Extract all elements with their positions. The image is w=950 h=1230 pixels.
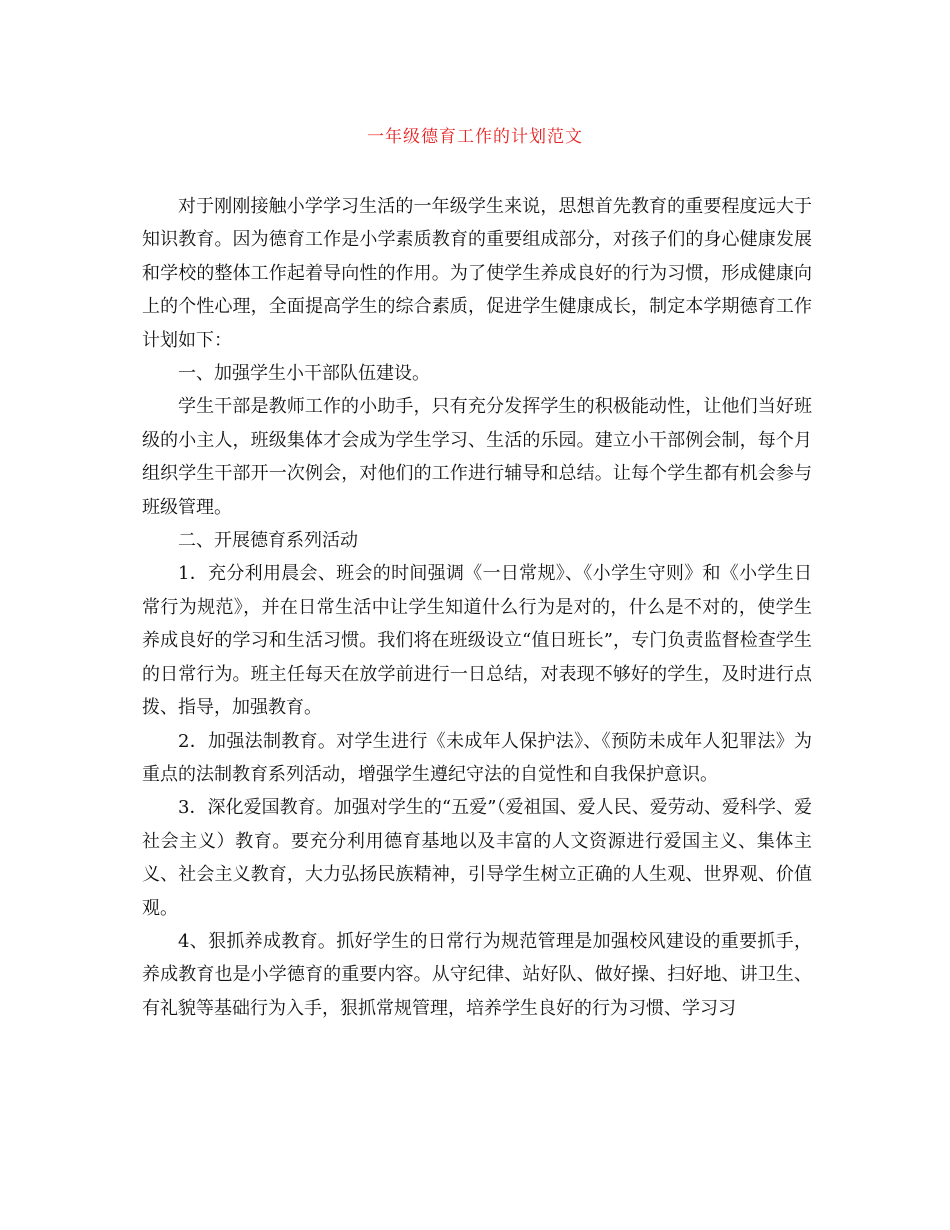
- paragraph-item-1: 1．充分利用晨会、班会的时间强调《一日常规》、《小学生守则》和《小学生日常行为规范》，并在日常生活中让学生知道什么行为是对的，什么是不对的，使学生养成良好的学习和生活习惯。我们将在班级设立“值日班长”，专门负责监督检查学生的日常行为。班主任每天在放学前进行一日总结，对表现不够好的学生，及时进行点拨、指导，加强教育。: [142, 563, 812, 719]
- paragraph-heading-2: 二、开展德育系列活动: [178, 530, 358, 552]
- paragraph-item-4: 4、狠抓养成教育。抓好学生的日常行为规范管理是加强校风建设的重要抓手，养成教育也是小学德育的重要内容。从守纪律、站好队、做好操、扫好地、讲卫生、有礼貌等基础行为入手，狠抓常规管理，培养学生良好的行为习惯、学习习: [142, 930, 812, 1019]
- paragraph-student-leaders: 学生干部是教师工作的小助手，只有充分发挥学生的积极能动性，让他们当好班级的小主人，班级集体才会成为学生学习、生活的乐园。建立小干部例会制，每个月组织学生干部开一次例会，对他们的工作进行辅导和总结。让每个学生都有机会参与班级管理。: [142, 396, 812, 518]
- paragraph-item-2: 2．加强法制教育。对学生进行《未成年人保护法》、《预防未成年人犯罪法》为重点的法制教育系列活动，增强学生遵纪守法的自觉性和自我保护意识。: [142, 730, 812, 785]
- document-title: 一年级德育工作的计划范文: [367, 127, 583, 147]
- paragraph-item-3: 3．深化爱国教育。加强对学生的“五爱”（爱祖国、爱人民、爱劳动、爱科学、爱社会主义）教育。要充分利用德育基地以及丰富的人文资源进行爱国主义、集体主义、社会主义教育，大力弘扬民族精神，引导学生树立正确的人生观、世界观、价值观。: [142, 797, 812, 919]
- document-body: [142, 190, 812, 1025]
- paragraph-heading-1: 一、加强学生小干部队伍建设。: [178, 363, 430, 385]
- paragraph-intro: 对于刚刚接触小学学习生活的一年级学生来说，思想首先教育的重要程度远大于知识教育。因为德育工作是小学素质教育的重要组成部分，对孩子们的身心健康发展和学校的整体工作起着导向性的作用。为了使学生养成良好的行为习惯，形成健康向上的个性心理，全面提高学生的综合素质，促进学生健康成长，制定本学期德育工作计划如下：: [142, 196, 812, 351]
